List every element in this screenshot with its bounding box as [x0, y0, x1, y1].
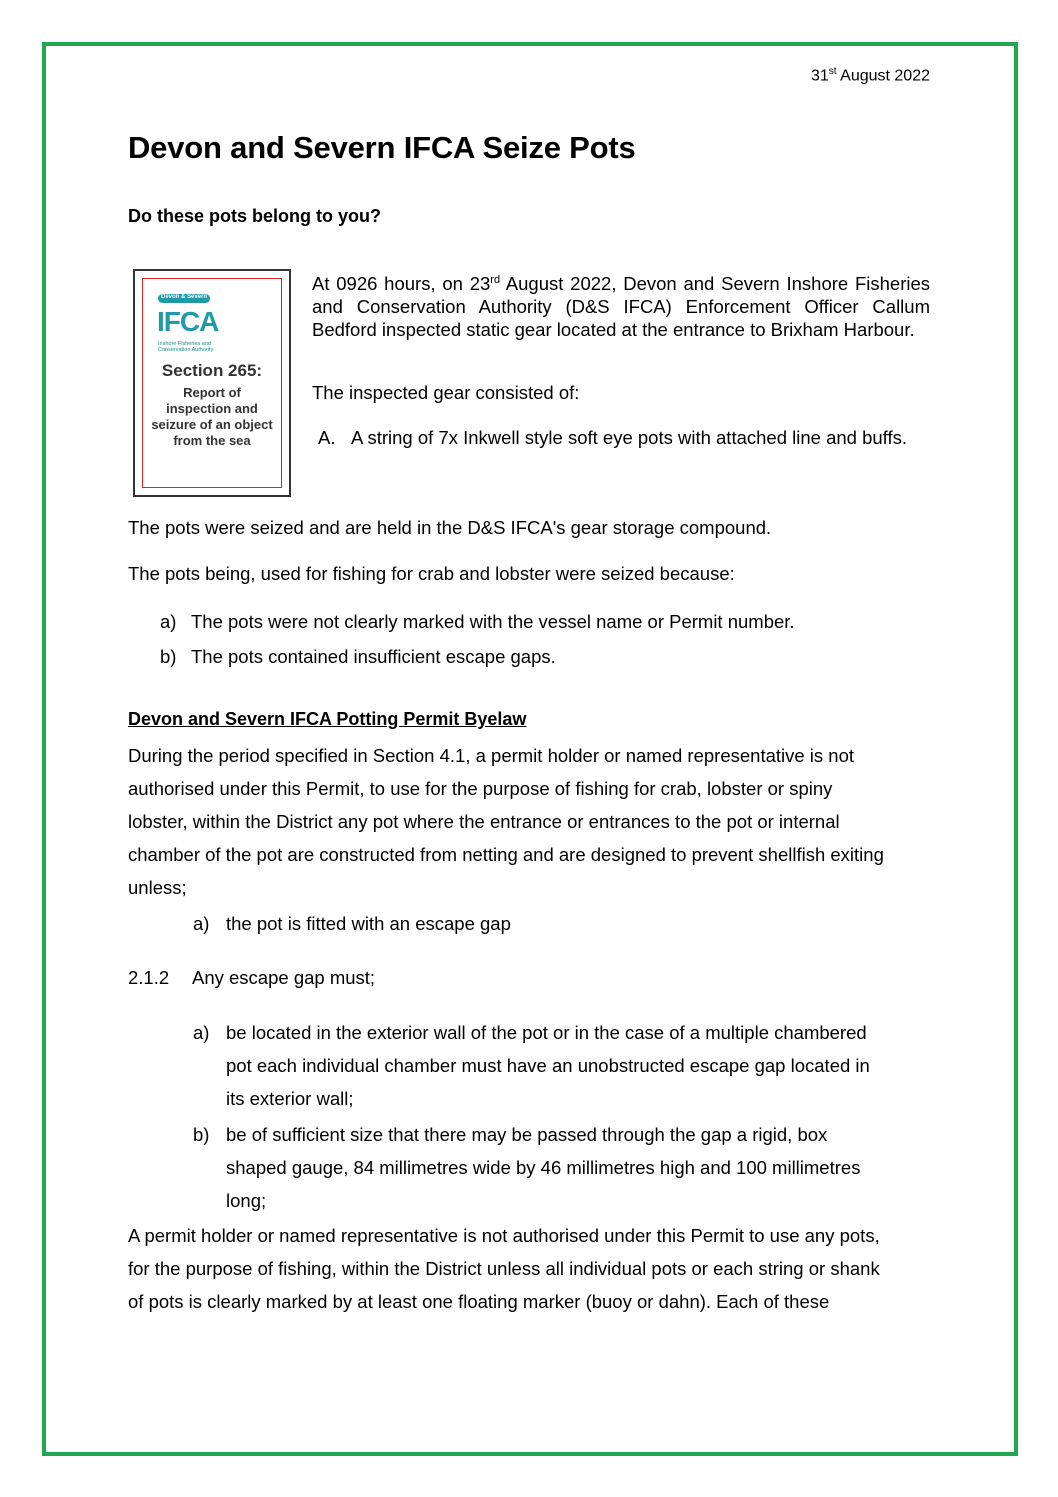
- gap-item-b: [193, 1118, 860, 1217]
- text-line: authorised under this Permit, to use for the purpose of fishing for crab, lobster or spiny: [128, 778, 833, 799]
- text-line: chamber of the pot are constructed from netting and are designed to prevent shellfish exiting: [128, 844, 884, 865]
- card-description: [143, 385, 281, 449]
- ifca-logo: IFCA: [157, 306, 219, 337]
- reason-intro: The pots being, used for fishing for crab and lobster were seized because:: [128, 563, 735, 584]
- document-date: 31st August 2022: [811, 66, 930, 85]
- list-item: a) The pots were not clearly marked with the vessel name or Permit number.: [160, 611, 795, 632]
- report-card-image: [133, 269, 291, 497]
- card-line: Report of: [183, 385, 241, 400]
- page-title: Devon and Severn IFCA Seize Pots: [128, 130, 636, 165]
- gear-item: A. A string of 7x Inkwell style soft eye pots with attached line and buffs.: [318, 427, 907, 448]
- text-line: shaped gauge, 84 millimetres wide by 46 millimetres high and 100 millimetres: [226, 1157, 861, 1178]
- reasons-list: [160, 604, 795, 674]
- byelaw-paragraph-1: [128, 739, 884, 904]
- text-line: long;: [226, 1190, 267, 1211]
- list-item: b) The pots contained insufficient escape gaps.: [160, 646, 556, 667]
- text-line: lobster, within the District any pot where the entrance or entrances to the pot or internal: [128, 811, 840, 832]
- subheading: Do these pots belong to you?: [128, 206, 381, 226]
- text-line: unless;: [128, 877, 187, 898]
- seized-statement: The pots were seized and are held in the D&S IFCA's gear storage compound.: [128, 517, 772, 538]
- intro-paragraph: At 0926 hours, on 23rd August 2022, Devon and Severn Inshore Fisheries and Conservation Authority (D&S IFCA) Enforcement Officer Callum Bedford inspected static gear located at the entrance to Brixham Harbour.: [312, 273, 930, 341]
- text-line: for the purpose of fishing, within the District unless all individual pots or each string or shank: [128, 1258, 880, 1279]
- text-line: be located in the exterior wall of the pot or in the case of a multiple chambered: [226, 1022, 867, 1043]
- gear-intro: The inspected gear consisted of:: [312, 382, 580, 403]
- list-marker: b): [193, 1124, 210, 1145]
- byelaw-heading: Devon and Severn IFCA Potting Permit Byelaw: [128, 709, 527, 729]
- text-line: of pots is clearly marked by at least one floating marker (buoy or dahn). Each of these: [128, 1291, 830, 1312]
- logo-subtitle: Inshore Fisheries and Conservation Authority: [158, 341, 214, 353]
- byelaw-item-a: a) the pot is fitted with an escape gap: [193, 913, 511, 934]
- card-line: inspection and: [166, 401, 258, 416]
- text-line: A permit holder or named representative is not authorised under this Permit to use any pots,: [128, 1225, 880, 1246]
- card-line: from the sea: [173, 433, 251, 448]
- text-line: During the period specified in Section 4.1, a permit holder or named representative is not: [128, 745, 855, 766]
- byelaw-paragraph-2: [128, 1219, 880, 1318]
- report-card-border: [142, 278, 282, 488]
- card-section-title: Section 265:: [161, 361, 263, 380]
- text-line: its exterior wall;: [226, 1088, 354, 1109]
- text-line: be of sufficient size that there may be passed through the gap a rigid, box: [226, 1124, 828, 1145]
- list-marker: a): [193, 1022, 210, 1043]
- clause-2-1-2: 2.1.2 Any escape gap must;: [128, 967, 376, 988]
- logo-top-text: Devon & Severn: [160, 294, 208, 300]
- text-line: pot each individual chamber must have an unobstructed escape gap located in: [226, 1055, 870, 1076]
- card-line: seizure of an object: [151, 417, 273, 432]
- gap-item-a: [193, 1016, 870, 1115]
